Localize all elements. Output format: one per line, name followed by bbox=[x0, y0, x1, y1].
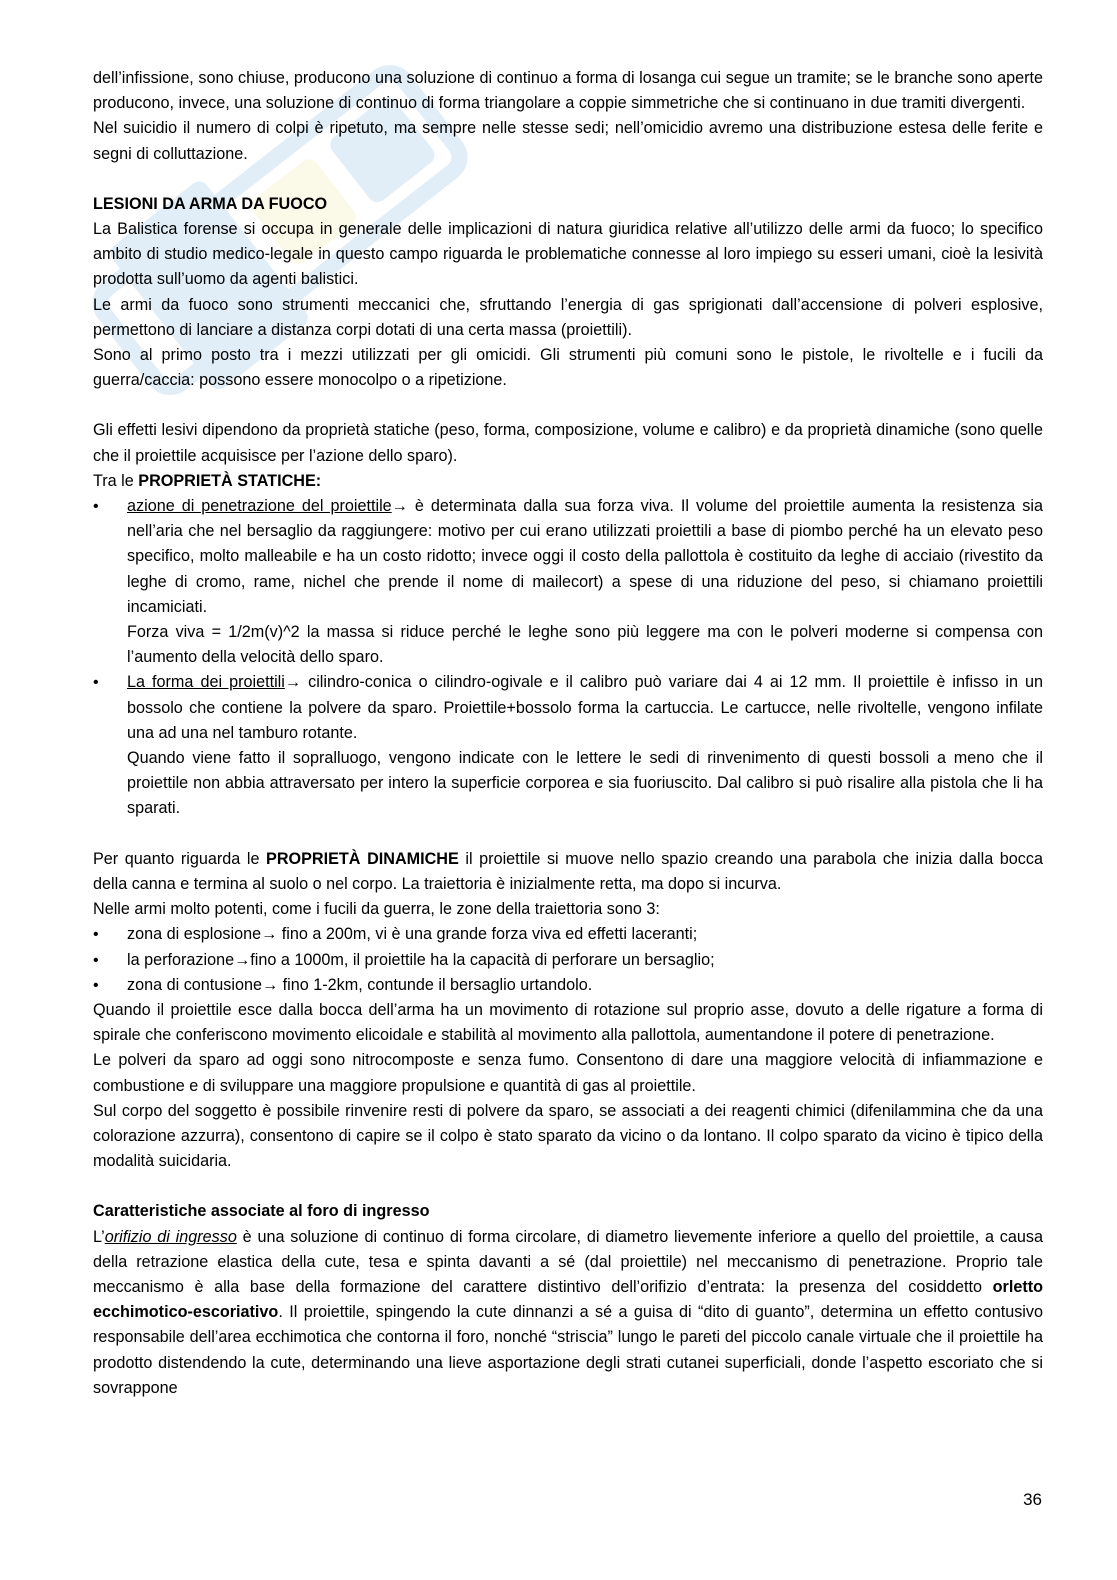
section-paragraph-2: Le armi da fuoco sono strumenti meccanici che, sfruttando l’energia di gas sprigionati dall’accensione di polveri esplosive, permettono di lanciare a distanza corpi dotati di una certa massa (proiettili). bbox=[93, 295, 1043, 339]
dynamic-paragraph-4: Le polveri da sparo ad oggi sono nitrocomposte e senza fumo. Consentono di dare una maggiore velocità di infiammazione e combustione e di sviluppare una maggiore propulsione e quantità di gas al proiettile. bbox=[93, 1051, 1043, 1095]
arrow-icon: → bbox=[391, 497, 408, 516]
dynamic-paragraph-1 bbox=[93, 847, 1043, 897]
entry-italic-term: orifizio di ingresso bbox=[104, 1227, 237, 1246]
dynamic-paragraph-2: Nelle armi molto potenti, come i fucili da guerra, le zone della traiettoria sono 3: bbox=[93, 900, 660, 919]
arrow-icon: → bbox=[284, 673, 302, 692]
list-item bbox=[93, 670, 1043, 821]
zone-text: fino a 1000m, il proiettile ha la capacità di perforare un bersaglio; bbox=[250, 950, 715, 969]
static-prop-text: cilindro-conica o cilindro-ogivale e il calibro può variare dai 4 ai 12 mm. Il proiettile è infisso in un bossolo che contiene la polvere da sparo. Proiettile+bossolo forma la cartuccia. Le cartucce, nelle rivoltelle, vengono infilate una ad una nel tamburo rotante. bbox=[127, 673, 1043, 742]
dynamic-suffix: il proiettile si muove nello spazio creando una parabola che inizia dalla bocca della canna e termina al suolo o nel corpo. La traiettoria è inizialmente retta, ma dopo si incurva. bbox=[93, 849, 1043, 893]
static-props-list bbox=[93, 494, 1043, 822]
entry-paragraph bbox=[93, 1225, 1043, 1401]
list-item bbox=[93, 494, 1043, 670]
section-title: LESIONI DA ARMA DA FUOCO bbox=[93, 194, 328, 213]
entry-prefix: L’ bbox=[93, 1227, 105, 1246]
section-paragraph-1: La Balistica forense si occupa in generale delle implicazioni di natura giuridica relative all’utilizzo delle armi da fuoco; lo specifico ambito di studio medico-legale in questo campo riguarda le problematiche connesse al loro impiego su esseri umani, cioè la lesività prodotta sull’uomo da agenti balistici. bbox=[93, 220, 1043, 289]
section-paragraph-4: Gli effetti lesivi dipendono da proprietà statiche (peso, forma, composizione, volume e calibro) e da proprietà dinamiche (sono quelle che il proiettile acquisisce per l’azione dello sparo). bbox=[93, 421, 1043, 465]
dynamic-paragraph-5: Sul corpo del soggetto è possibile rinvenire resti di polvere da sparo, se associati a dei reagenti chimici (difenilammina che da una colorazione azzurra), consentono di capire se il colpo è stato sparato da vicino o da lontano. Il colpo sparato da vicino è tipico della modalità suicidaria. bbox=[93, 1101, 1043, 1171]
zone-label: zona di contusione bbox=[127, 975, 262, 994]
arrow-icon: → bbox=[261, 925, 278, 944]
section-paragraph-3: Sono al primo posto tra i mezzi utilizzati per gli omicidi. Gli strumenti più comuni sono le pistole, le rivoltelle e i fucili da guerra/caccia: possono essere monocolpo o a ripetizione. bbox=[93, 346, 1043, 390]
arrow-icon: → bbox=[234, 950, 251, 969]
intro-paragraph-1: dell’infissione, sono chiuse, producono una soluzione di continuo a forma di losanga cui segue un tramite; se le branche sono aperte producono, invece, una soluzione di continuo di forma triangolare a coppie simmetriche che si continuano in due tramiti divergenti. bbox=[93, 69, 1043, 113]
dynamic-prefix: Per quanto riguarda le bbox=[93, 849, 267, 868]
zone-label: la perforazione bbox=[127, 950, 235, 969]
static-props-intro bbox=[93, 469, 1043, 494]
intro-paragraph-2: Nel suicidio il numero di colpi è ripetuto, ma sempre nelle stesse sedi; nell’omicidio avremo una distribuzione estesa delle ferite e segni di colluttazione. bbox=[93, 119, 1043, 163]
static-props-prefix: Tra le bbox=[93, 471, 139, 490]
zone-text: fino 1-2km, contunde il bersaglio urtandolo. bbox=[278, 975, 593, 994]
dynamic-heading: PROPRIETÀ DINAMICHE bbox=[266, 849, 459, 868]
dynamic-paragraph-3: Quando il proiettile esce dalla bocca dell’arma ha un movimento di rotazione sul proprio asse, dovuto a delle rigature a forma di spirale che conferiscono movimento elicoidale e stabilità al movimento alla pallottola, aumentandone il potere di penetrazione. bbox=[93, 1000, 1043, 1045]
trajectory-zones-list bbox=[93, 922, 1043, 998]
static-prop-extra: Forza viva = 1/2m(v)^2 la massa si riduce perché le leghe sono più leggere ma con le polveri moderne si compensa con l’aumento della velocità dello sparo. bbox=[127, 623, 1043, 667]
static-prop-text: è determinata dalla sua forza viva. Il volume del proiettile aumenta la resistenza sia nell’aria che nel bersaglio da raggiungere: motivo per cui erano utilizzati proiettili a base di piombo perché ha un elevato peso specifico, molto malleabile e ha un costo ridotto; invece oggi il costo della pallottola è costituito da leghe di acciaio (rivestito da leghe di cromo, rame, nichel che prende il nome di mailecort) a spese di una riduzione del peso, si chiamano proiettili incamiciati. bbox=[127, 497, 1043, 616]
static-prop-extra: Quando viene fatto il sopralluogo, vengono indicate con le lettere le sedi di rinvenimento di questi bossoli a meno che il proiettile non abbia attraversato per intero la superficie corporea e sia fuoriuscito. Dal calibro si può risalire alla pistola che li ha sparati. bbox=[127, 749, 1043, 818]
zone-text: fino a 200m, vi è una grande forza viva ed effetti laceranti; bbox=[277, 925, 698, 944]
entry-text-1: è una soluzione di continuo di forma circolare, di diametro lievemente inferiore a quello del proiettile, a causa della retrazione elastica della cute, tesa e spinta davanti a sé (dal proiettile) nel meccanismo di penetrazione. Proprio tale meccanismo è alla base della formazione del carattere distintivo dell’orifizio d’entrata: la presenza del cosiddetto bbox=[93, 1227, 1043, 1296]
document-page bbox=[93, 66, 1043, 1401]
static-prop-term: La forma dei proiettili bbox=[127, 673, 285, 692]
arrow-icon: → bbox=[262, 975, 279, 994]
list-item bbox=[93, 948, 1043, 973]
entry-text-2: . Il proiettile, spingendo la cute dinnanzi a sé a guisa di “dito di guanto”, determina un effetto contusivo responsabile dell’area ecchimotica che contorna il foro, nonché “striscia” lungo le pareti del piccolo canale virtuale che il proiettile ha prodotto distendendo la cute, determinando una lieve asportazione degli strati cutanei superficiali, donde l’aspetto escoriato che si sovrappone bbox=[93, 1303, 1043, 1397]
list-item bbox=[93, 922, 1043, 947]
static-prop-term: azione di penetrazione del proiettile bbox=[127, 497, 392, 516]
entry-title: Caratteristiche associate al foro di ingresso bbox=[93, 1202, 430, 1221]
page-number: 36 bbox=[1023, 1490, 1042, 1509]
static-props-heading: PROPRIETÀ STATICHE: bbox=[138, 471, 322, 490]
zone-label: zona di esplosione bbox=[127, 925, 262, 944]
list-item bbox=[93, 973, 1043, 998]
entry-bold-term: orletto ecchimotico-escoriativo bbox=[93, 1277, 1043, 1322]
